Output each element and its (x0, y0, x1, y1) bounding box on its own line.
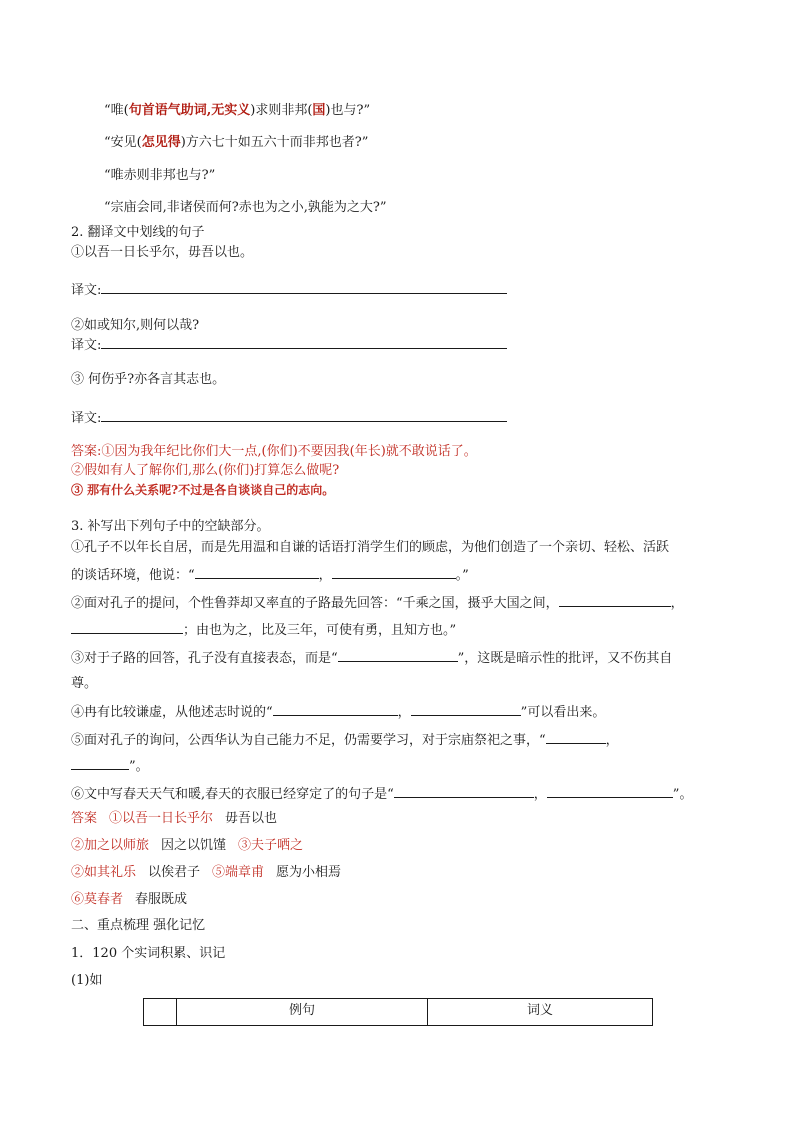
item-2-end: ；由也为之，比及三年，可使有勇，且知方也。” (183, 623, 457, 638)
section3-heading: 3. 补写出下列句子中的空缺部分。 (71, 519, 270, 534)
section3-answer-row-2 (71, 837, 303, 855)
answer-2b: 因之以饥馑 (161, 838, 227, 853)
word-table (143, 998, 653, 1026)
item-5-blank-1[interactable] (546, 730, 606, 744)
quote-1-note: 句首语气助词,无实义 (128, 103, 251, 118)
item-6-text: ⑥文中写春天天气和暖,春天的衣服已经穿定了的句子是“ (71, 787, 394, 802)
item-3-blank[interactable] (338, 648, 458, 662)
item-1-sep: ， (318, 568, 332, 583)
translation-blank-1[interactable] (101, 280, 507, 294)
item-4-blank-1[interactable] (273, 702, 398, 716)
table-header-meaning: 词义 (428, 999, 653, 1026)
quote-2-text-b: )方六七十如五六十而非邦也者?” (180, 135, 369, 150)
item-6-blank-1[interactable] (394, 784, 534, 798)
answer-3a: ②如其礼乐 (71, 865, 137, 880)
item-6-line (71, 784, 692, 804)
item-2-line-a (71, 593, 684, 613)
section2-answer-1 (71, 443, 477, 461)
table-header-index (144, 999, 177, 1026)
section2-sentence-2: ②如或知尔,则何以哉? (71, 318, 200, 333)
section2-sentence-1: ①以吾一日长乎尔，毋吾以也。 (71, 245, 254, 260)
item-2-blank-1[interactable] (559, 593, 671, 607)
answer-text-1: ①因为我年纪比你们大一点,(你们)不要因我(年长)就不敢说话了。 (101, 444, 477, 459)
section2-answer-2: ②假如有人了解你们,那么(你们)打算怎么做呢? (71, 463, 340, 478)
item-1-blank-2[interactable] (332, 565, 456, 579)
section2-sentence-3: ③ 何伤乎?亦各言其志也。 (71, 372, 226, 387)
translation-label: 译文: (71, 411, 102, 426)
answer-3d: 愿为小相焉 (276, 865, 342, 880)
section3-answer-row-4 (71, 891, 187, 909)
quote-1 (104, 102, 370, 120)
item-5-line-a (71, 730, 619, 750)
quote-2 (104, 134, 368, 152)
item-2-sep: ， (670, 596, 684, 611)
quote-1-text-b: )求则非邦( (250, 103, 313, 118)
item-3-end: ”，这既是暗示性的批评，又不伤其自 (457, 651, 673, 666)
section2-heading: 2. 翻译文中划线的句子 (71, 225, 205, 240)
quote-3: “唯赤则非邦也与?” (104, 168, 216, 183)
part2-item-label: (1)如 (71, 973, 103, 988)
answer-label: 答案: (71, 444, 102, 459)
item-4-sep: ， (397, 705, 411, 720)
answer-4a: ⑥莫春者 (71, 892, 124, 907)
item-2-blank-2[interactable] (71, 620, 183, 634)
translation-row-1 (71, 280, 507, 300)
item-5-end: ”。 (129, 759, 149, 774)
item-3-line-b: 尊。 (71, 676, 98, 691)
quote-1-note2: 国 (312, 103, 326, 118)
answer-label: 答案 (71, 811, 98, 826)
item-6-sep: ， (533, 787, 547, 802)
item-2-line-b (71, 620, 456, 640)
quote-1-text-c: )也与?” (325, 103, 371, 118)
part2-subheading: 1．120 个实词积累、识记 (71, 946, 226, 961)
item-5-blank-2[interactable] (71, 756, 129, 770)
translation-blank-2[interactable] (101, 335, 507, 349)
quote-4: “宗庙会同,非诸侯而何?赤也为之小,孰能为之大?” (104, 200, 387, 215)
item-3-text: ③对于子路的回答，孔子没有直接表态，而是“ (71, 651, 338, 666)
answer-4b: 春服既成 (135, 892, 188, 907)
table-header-example: 例句 (177, 999, 428, 1026)
answer-2a: ②加之以师旅 (71, 838, 150, 853)
quote-2-note: 怎见得 (141, 135, 181, 150)
item-1-end: 。” (455, 568, 469, 583)
section3-answer-row-3 (71, 864, 341, 882)
translation-row-3 (71, 408, 507, 428)
section2-answer-3: ③ 那有什么关系呢?不过是各自谈谈自己的志向。 (71, 483, 335, 497)
item-4-line (71, 702, 605, 722)
item-6-end: ”。 (672, 787, 693, 802)
quote-2-text-a: “安见( (104, 135, 142, 150)
answer-3c: ⑤端章甫 (212, 865, 265, 880)
answer-1a: ①以吾一日长乎尔 (109, 811, 214, 826)
item-1-line-b (71, 565, 469, 585)
item-4-text: ④冉有比较谦虚，从他述志时说的“ (71, 705, 273, 720)
answer-3b: 以俟君子 (148, 865, 201, 880)
item-4-end: ”可以看出来。 (520, 705, 606, 720)
item-4-blank-2[interactable] (411, 702, 521, 716)
answer-2c: ③夫子哂之 (238, 838, 304, 853)
item-1-blank-1[interactable] (195, 565, 319, 579)
translation-row-2 (71, 335, 507, 355)
quote-1-text-a: “唯( (104, 103, 129, 118)
item-1-line-a: ①孔子不以年长自居，而是先用温和自谦的话语打消学生们的顾虑，为他们创造了一个亲切、轻松、活跃 (71, 540, 670, 555)
item-3-line-a (71, 648, 672, 668)
table-header-row (144, 999, 653, 1026)
translation-label: 译文: (71, 283, 102, 298)
item-6-blank-2[interactable] (547, 784, 673, 798)
section3-answer-row-1 (71, 810, 277, 828)
translation-blank-3[interactable] (101, 408, 507, 422)
item-5-text: ⑤面对孔子的询问，公西华认为自己能力不足，仍需要学习，对于宗庙祭祀之事，“ (71, 733, 546, 748)
translation-label: 译文: (71, 338, 102, 353)
answer-1b: 毋吾以也 (225, 811, 278, 826)
item-2-text: ②面对孔子的提问，个性鲁莽却又率直的子路最先回答：“千乘之国，摄乎大国之间， (71, 596, 559, 611)
item-5-line-b (71, 756, 149, 776)
item-1-text: 的谈话环境，他说：“ (71, 568, 195, 583)
item-5-sep: ， (605, 733, 619, 748)
part2-heading: 二、重点梳理 强化记忆 (71, 918, 206, 933)
